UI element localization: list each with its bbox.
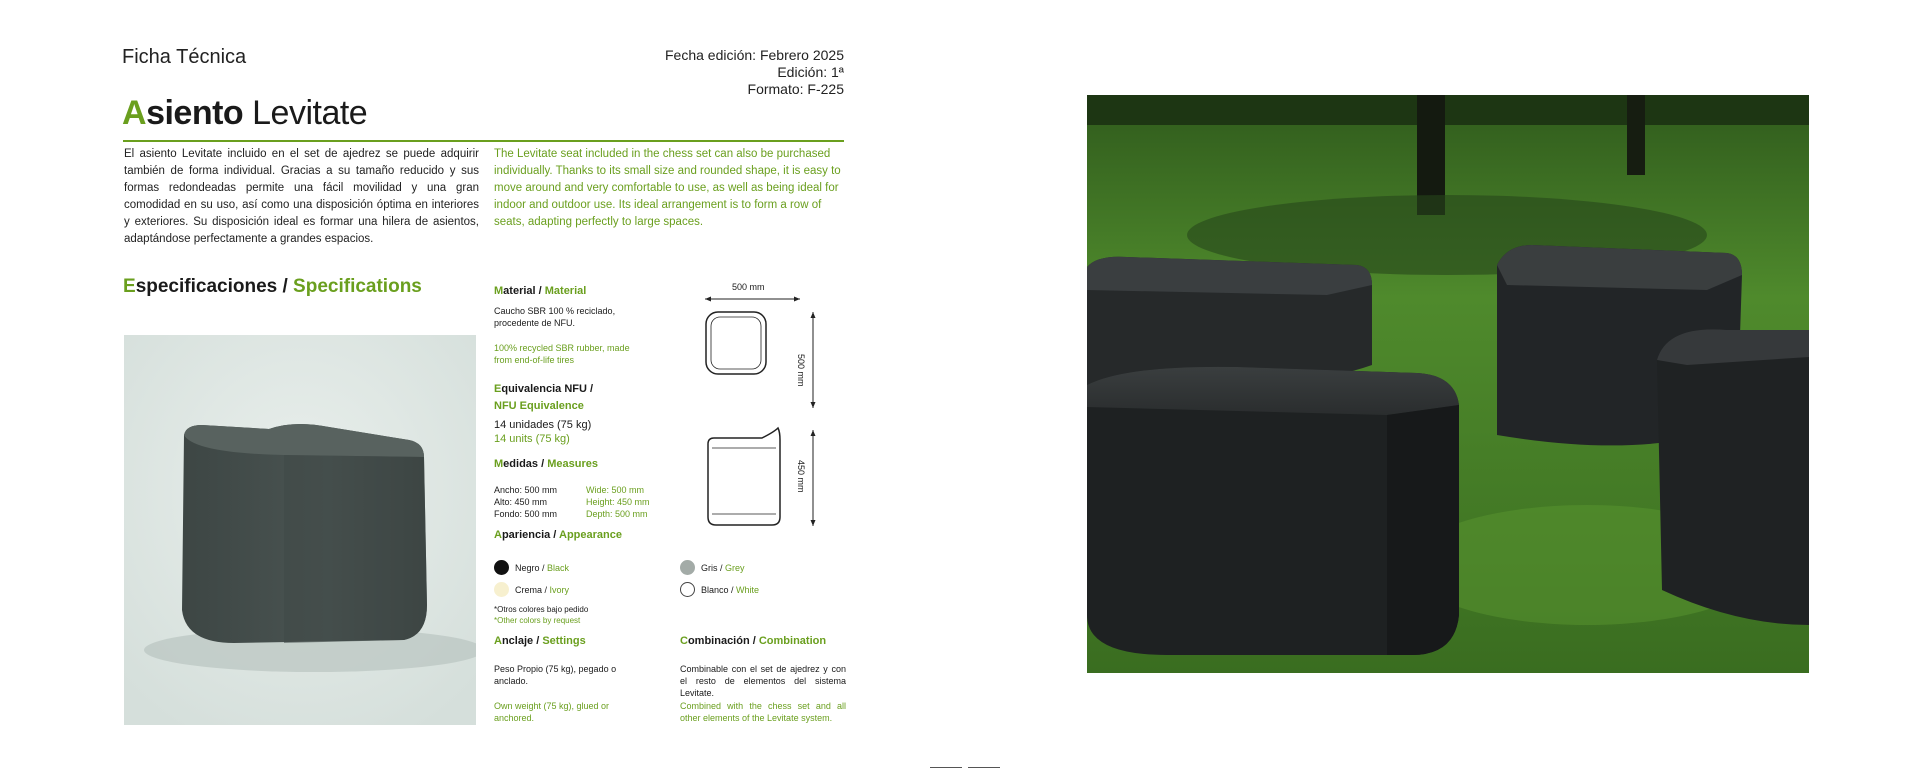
- title-rule: [123, 140, 844, 142]
- combination-title-first: C: [680, 635, 688, 647]
- measure-depth-en: Depth: 500 mm: [586, 509, 648, 519]
- color-label: Crema / Ivory: [515, 584, 570, 595]
- equivalence-title-first: E: [494, 383, 502, 395]
- page-title: [122, 93, 367, 133]
- material-en: 100% recycled SBR rubber, made from end-of-life tires: [494, 343, 630, 365]
- material-title-en: Material: [544, 285, 587, 297]
- color-note-es: *Otros colores bajo pedido: [494, 605, 589, 614]
- color-label: Blanco / White: [701, 584, 760, 595]
- equivalence-title-en: NFU Equivalence: [494, 400, 584, 412]
- description-es: El asiento Levitate incluido en el set de ajedrez se puede adquirir también de forma individual. Gracias a su tamaño reducido y sus formas redondeadas permite una fácil movilidad y una gran comodidad en su uso, así como una disposición óptima en interiores y exteriores. Su disposición ideal es formar una hilera de asientos, adaptándose perfectamente a grandes espacios.: [124, 148, 479, 245]
- title-first-letter: A: [122, 94, 147, 132]
- black-dot-icon: [494, 560, 509, 575]
- equivalence-es: 14 unidades (75 kg): [494, 419, 592, 431]
- anchor-title-es: nclaje /: [501, 635, 543, 647]
- combination-en: Combined with the chess set and all other elements of the Levitate system.: [680, 701, 846, 723]
- edition-date: Fecha edición: Febrero 2025: [665, 47, 844, 63]
- measures-es: [494, 484, 557, 520]
- combination-title: [680, 635, 826, 647]
- measure-width-es: Ancho: 500 mm: [494, 485, 558, 495]
- color-swatch-grey: [680, 560, 745, 575]
- color-label: Gris / Grey: [701, 562, 745, 573]
- color-swatch-ivory: [494, 582, 569, 597]
- measures-title-en: Measures: [547, 458, 598, 470]
- white-dot-icon: [680, 582, 695, 597]
- material-title-es: aterial /: [503, 285, 545, 297]
- spec-head-first: E: [123, 276, 136, 297]
- park-scene-photo: [1087, 95, 1809, 673]
- color-swatch-black: [494, 560, 569, 575]
- appearance-title: [494, 529, 622, 541]
- appearance-title-en: Appearance: [559, 529, 622, 541]
- grey-dot-icon: [680, 560, 695, 575]
- dim-depth-label: 500 mm: [796, 354, 806, 387]
- measure-height-es: Alto: 450 mm: [494, 497, 548, 507]
- equivalence-title: [494, 381, 593, 415]
- document-label: Ficha Técnica: [122, 46, 247, 68]
- specifications-heading: [123, 276, 422, 298]
- anchor-title: [494, 635, 586, 647]
- color-note: [494, 604, 588, 626]
- measure-height-en: Height: 450 mm: [586, 497, 650, 507]
- anchor-es: Peso Propio (75 kg), pegado o anclado.: [494, 664, 617, 686]
- measures-title-first: M: [494, 458, 504, 470]
- color-note-en: *Other colors by request: [494, 616, 581, 625]
- color-swatch-white: [680, 582, 759, 597]
- combination-title-es: ombinación /: [687, 635, 759, 647]
- anchor-title-en: Settings: [542, 635, 586, 647]
- equivalence-en: 14 units (75 kg): [494, 433, 570, 445]
- equivalence-title-es: quivalencia NFU /: [501, 383, 594, 395]
- appearance-title-es: pariencia /: [501, 529, 560, 541]
- ivory-dot-icon: [494, 582, 509, 597]
- edition-number: Edición: 1ª: [777, 64, 844, 80]
- measures-title-es: edidas /: [503, 458, 548, 470]
- title-light: Levitate: [243, 94, 368, 132]
- combination-es: Combinable con el set de ajedrez y con el resto de elementos del sistema Levitate.: [680, 664, 846, 698]
- description-en: The Levitate seat included in the chess set can also be purchased individually. Thanks to its small size and rounded shape, it is easy to move around and very comfortable to use, as well as being ideal for indoor and outdoor use. Its ideal arrangement is to form a row of seats, adapting perfectly to large spaces.: [494, 148, 841, 228]
- combination-title-en: Combination: [758, 635, 827, 647]
- measures-en: [586, 484, 650, 520]
- measures-title: [494, 458, 598, 470]
- material-es: Caucho SBR 100 % reciclado, procedente de NFU.: [494, 306, 616, 328]
- document-meta: [665, 47, 844, 98]
- product-image: [124, 335, 476, 725]
- anchor-en: Own weight (75 kg), glued or anchored.: [494, 701, 610, 723]
- anchor-title-first: A: [494, 635, 502, 647]
- measure-width-en: Wide: 500 mm: [586, 485, 645, 495]
- appearance-title-first: A: [494, 529, 502, 541]
- measure-depth-es: Fondo: 500 mm: [494, 509, 558, 519]
- spec-head-es: specificaciones /: [135, 276, 294, 297]
- technical-drawing: [690, 280, 840, 530]
- material-title: [494, 285, 586, 297]
- spec-head-en: Specifications: [293, 276, 422, 297]
- dim-width-label: 500 mm: [732, 282, 765, 292]
- color-label: Negro / Black: [515, 562, 570, 573]
- format-code: Formato: F-225: [747, 81, 844, 97]
- title-bold: siento: [146, 94, 244, 132]
- dim-height-label: 450 mm: [796, 460, 806, 493]
- material-title-first: M: [494, 285, 504, 297]
